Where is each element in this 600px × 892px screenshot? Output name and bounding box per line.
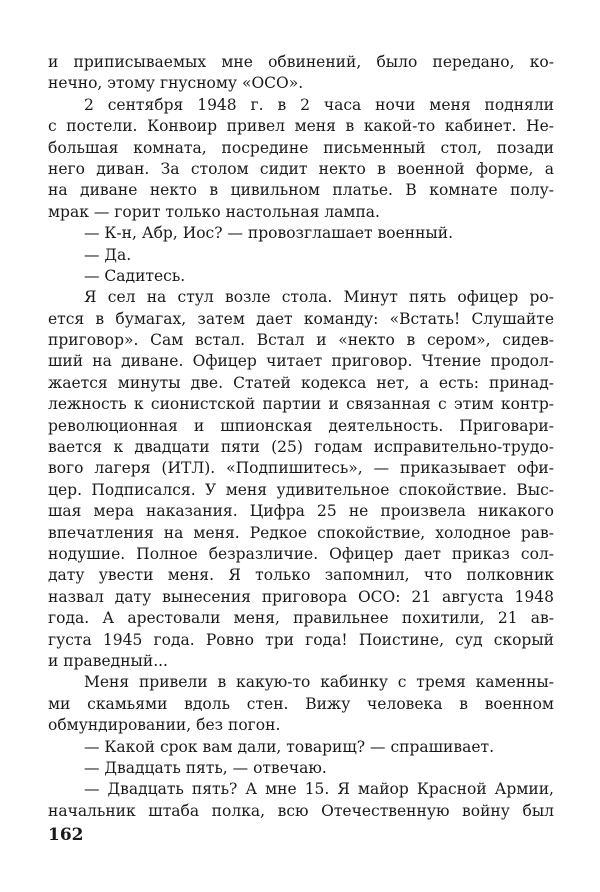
- text-line: него диван. За столом сидит некто в военной форме, а: [48, 159, 554, 178]
- text-line: 2 сентября 1948 г. в 2 часа ночи меня подняли: [84, 95, 554, 114]
- text-line: назвал дату вынесения приговора ОСО: 21 августа 1948: [48, 587, 554, 606]
- text-line: нечно, этому гнусному «ОСО».: [48, 74, 304, 93]
- page-number: 162: [48, 825, 84, 845]
- text-line: Меня привели в какую-то кабинку с тремя каменны-: [84, 673, 554, 692]
- text-line: — Да.: [84, 245, 132, 264]
- text-line: — Двадцать пять? А мне 15. Я майор Красной Армии,: [84, 780, 554, 799]
- text-line: вается к двадцати пяти (25) годам исправительно-трудо-: [48, 438, 554, 457]
- text-line: густа 1945 года. Ровно три года! Поистине, суд скорый: [48, 630, 554, 649]
- text-line: и праведный...: [48, 651, 168, 670]
- text-line: вого лагеря (ИТЛ). «Подпишитесь», — приказывает офи-: [48, 459, 554, 478]
- text-line: впечатления на меня. Редкое спокойствие, холодное рав-: [48, 523, 554, 542]
- text-line: года. А арестовали меня, правильнее похитили, 21 ав-: [48, 609, 554, 628]
- text-line: обмундировании, без погон.: [48, 716, 281, 735]
- page-body: [48, 52, 554, 822]
- text-line: мрак — горит только настольная лампа.: [48, 202, 380, 221]
- text-line: лежность к сионистской партии и связанная с этим контр-: [48, 395, 554, 414]
- text-line: ми скамьями вдоль стен. Вижу человека в военном: [48, 694, 554, 713]
- text-line: начальник штаба полка, всю Отечественную войну был: [48, 801, 554, 820]
- text-line: ший на диване. Офицер читает приговор. Чтение продол-: [48, 352, 554, 371]
- text-line: и приписываемых мне обвинений, было передано, ко-: [48, 53, 554, 71]
- text-line: дату увести меня. Я только запомнил, что полковник: [48, 566, 554, 585]
- text-line: — Двадцать пять, — отвечаю.: [84, 758, 327, 777]
- text-line: на диване некто в цивильном платье. В комнате полу-: [48, 181, 554, 200]
- text-line: революционная и шпионская деятельность. Приговари-: [48, 416, 554, 435]
- text-line: — Какой срок вам дали, товарищ? — спрашивает.: [84, 737, 495, 756]
- text-line: ется в бумагах, затем дает команду: «Встать! Слушайте: [48, 309, 554, 328]
- text-line: шая мера наказания. Цифра 25 не произвела никакого: [48, 502, 554, 521]
- text-line: большая комната, посредине письменный стол, позади: [48, 138, 554, 157]
- text-line: с постели. Конвоир привел меня в какой-то кабинет. Не-: [48, 117, 554, 136]
- text-line: приговор». Сам встал. Встал и «некто в сером», сидев-: [48, 331, 554, 350]
- text-line: — Садитесь.: [84, 266, 186, 285]
- text-line: жается минуты две. Статей кодекса нет, а есть: принад-: [48, 373, 554, 392]
- text-line: — К-н, Абр, Иос? — провозглашает военный.: [84, 224, 454, 243]
- text-line: Я сел на стул возле стола. Минут пять офицер ро-: [84, 288, 554, 307]
- text-line: цер. Подписался. У меня удивительное спокойствие. Выс-: [48, 480, 554, 499]
- body-text: [48, 52, 554, 822]
- text-line: нодушие. Полное безразличие. Офицер дает приказ сол-: [48, 544, 554, 563]
